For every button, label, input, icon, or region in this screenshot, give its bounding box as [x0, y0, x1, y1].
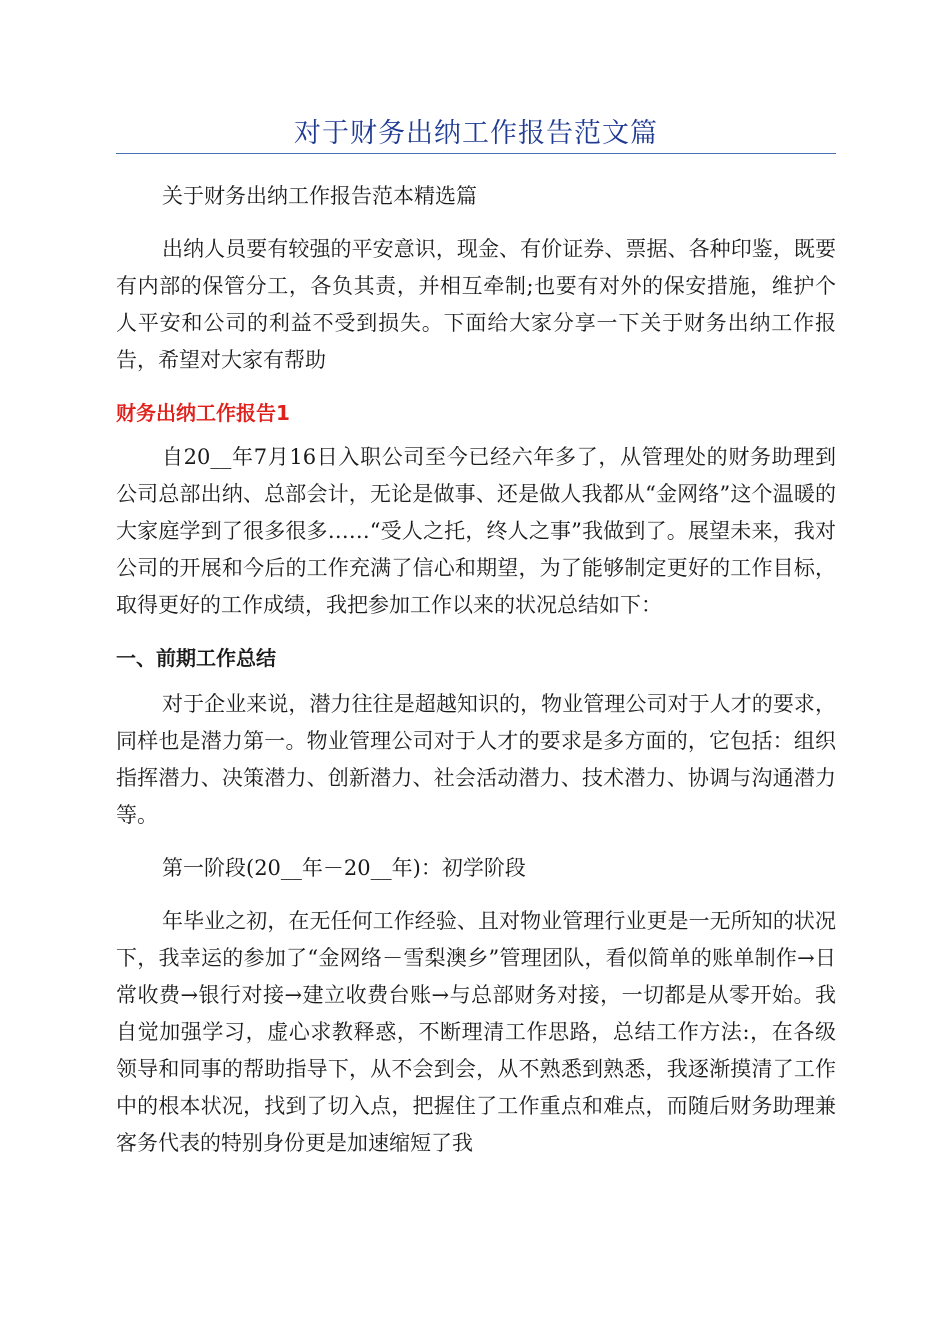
document-body: [116, 178, 836, 1162]
document-title: 对于财务出纳工作报告范文篇: [294, 118, 658, 149]
title-underline: [116, 153, 836, 154]
report-1-paragraph: 自20__年7月16日入职公司至今已经六年多了，从管理处的财务助理到公司总部出纳、总部会计，无论是做事、还是做人我都从“金网络”这个温暖的大家庭学到了很多很多……“受人之托，终人之事”我做到了。展望未来，我对公司的开展和今后的工作充满了信心和期望，为了能够制定更好的工作目标，取得更好的工作成绩，我把参加工作以来的状况总结如下：: [116, 445, 836, 617]
stage-1-paragraph: 年毕业之初，在无任何工作经验、且对物业管理行业更是一无所知的状况下，我幸运的参加了“金网络－雪梨澳乡”管理团队，看似简单的账单制作→日常收费→银行对接→建立收费台账→与总部财务对接，一切都是从零开始。我自觉加强学习，虚心求教释惑，不断理清工作思路，总结工作方法:，在各级领导和同事的帮助指导下，从不会到会，从不熟悉到熟悉，我逐渐摸清了工作中的根本状况，找到了切入点，把握住了工作重点和难点，而随后财务助理兼客务代表的特别身份更是加速缩短了我: [116, 909, 836, 1155]
document-subtitle: 关于财务出纳工作报告范本精选篇: [162, 184, 477, 208]
stage-1-label: 第一阶段(20__年－20__年)：初学阶段: [162, 856, 526, 880]
intro-paragraph: 出纳人员要有较强的平安意识，现金、有价证券、票据、各种印鉴，既要有内部的保管分工，各负其责，并相互牵制;也要有对外的保安措施，维护个人平安和公司的利益不受到损失。下面给大家分享一下关于财务出纳工作报告，希望对大家有帮助: [116, 237, 836, 372]
section-heading-report-1: 财务出纳工作报告1: [116, 401, 290, 425]
part-heading-early-work-summary: 一、前期工作总结: [116, 646, 276, 670]
early-work-paragraph: 对于企业来说，潜力往往是超越知识的，物业管理公司对于人才的要求，同样也是潜力第一。物业管理公司对于人才的要求是多方面的，它包括：组织指挥潜力、决策潜力、创新潜力、社会活动潜力、技术潜力、协调与沟通潜力等。: [116, 692, 836, 827]
